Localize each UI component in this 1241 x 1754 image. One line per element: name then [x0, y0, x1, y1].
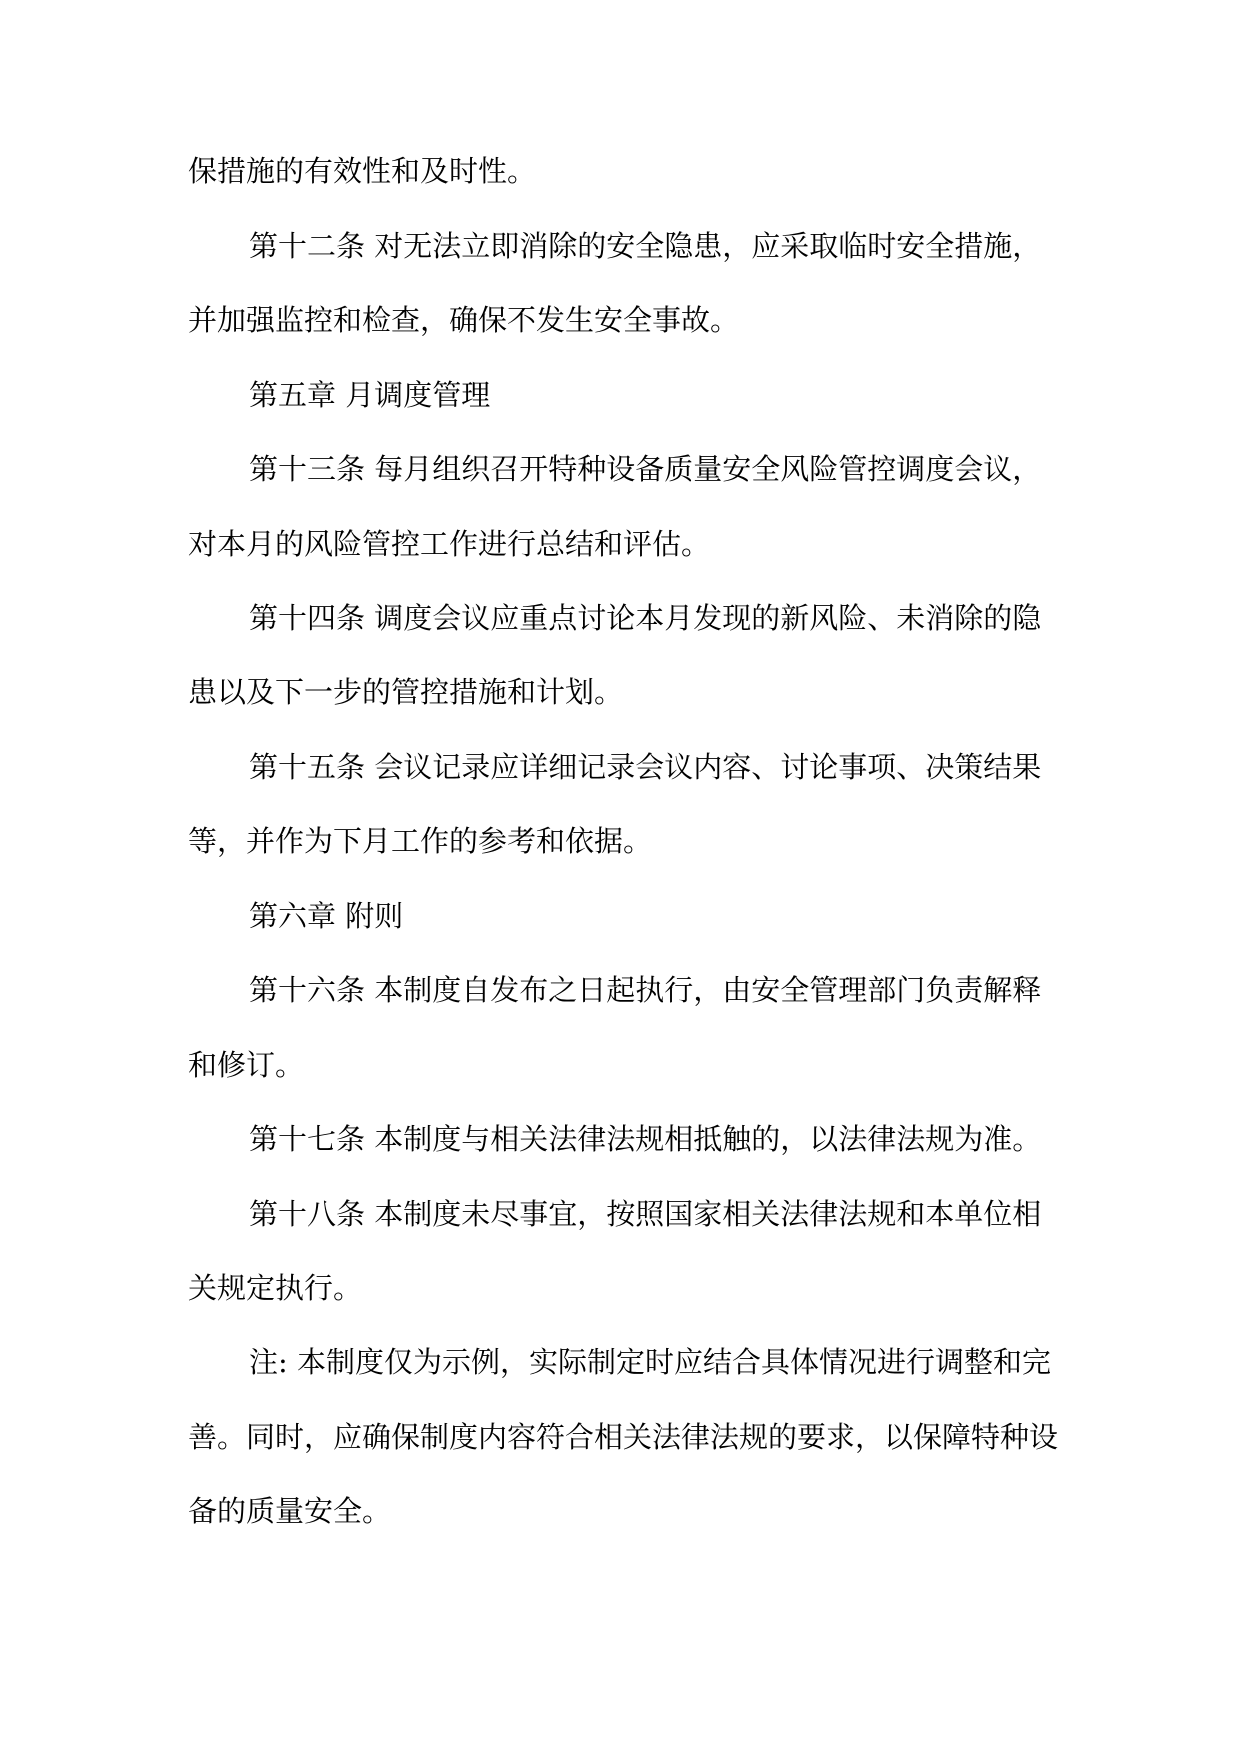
- note-line: 善。同时，应确保制度内容符合相关法律法规的要求，以保障特种设: [188, 1420, 1059, 1454]
- text-line: 患以及下一步的管控措施和计划。: [188, 675, 624, 709]
- text-line: 并加强监控和检查，确保不发生安全事故。: [188, 303, 740, 337]
- text-line: 第十二条 对无法立即消除的安全隐患，应采取临时安全措施，: [249, 229, 1042, 263]
- chapter-heading: 第五章 月调度管理: [249, 378, 491, 412]
- chapter-heading: 第六章 附则: [249, 899, 404, 933]
- text-line: 第十三条 每月组织召开特种设备质量安全风险管控调度会议，: [249, 452, 1042, 486]
- text-line: 和修订。: [188, 1048, 305, 1082]
- text-line: 关规定执行。: [188, 1271, 363, 1305]
- text-line: 第十八条 本制度未尽事宜，按照国家相关法律法规和本单位相: [249, 1197, 1042, 1231]
- text-line: 保措施的有效性和及时性。: [188, 154, 537, 188]
- text-line: 等，并作为下月工作的参考和依据。: [188, 824, 653, 858]
- text-line: 第十七条 本制度与相关法律法规相抵触的，以法律法规为准。: [249, 1122, 1042, 1156]
- text-line: 第十五条 会议记录应详细记录会议内容、讨论事项、决策结果: [249, 750, 1042, 784]
- note-line: 备的质量安全。: [188, 1494, 392, 1528]
- note-line: 注: 本制度仅为示例，实际制定时应结合具体情况进行调整和完: [249, 1345, 1051, 1379]
- text-line: 第十四条 调度会议应重点讨论本月发现的新风险、未消除的隐: [249, 601, 1042, 635]
- text-line: 对本月的风险管控工作进行总结和评估。: [188, 527, 711, 561]
- text-line: 第十六条 本制度自发布之日起执行，由安全管理部门负责解释: [249, 973, 1042, 1007]
